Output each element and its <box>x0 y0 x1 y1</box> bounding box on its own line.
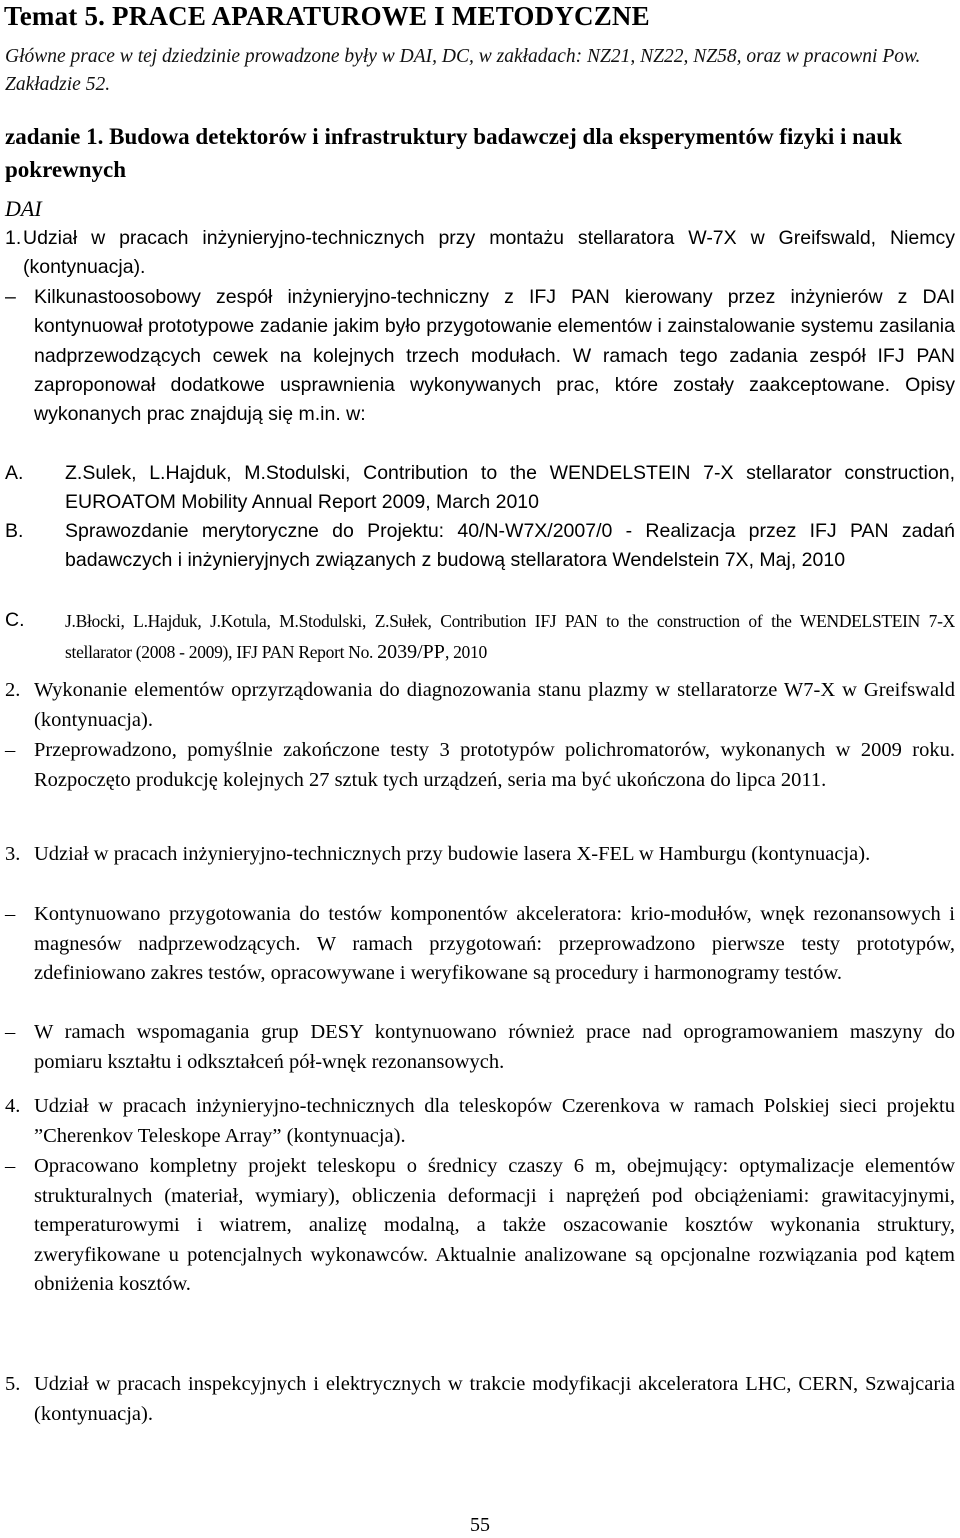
bullet-dash: – <box>5 739 16 761</box>
reference-label: B. <box>5 520 24 542</box>
bullet-text: Przeprowadzono, pomyślnie zakończone testy 3 prototypów polichromatorów, wykonanych w 2009 roku. Rozpoczęto produkcję kolejnych 27 sztuk tych urządzeń, seria ma być ukończona do lipca 2011. <box>34 739 955 791</box>
item-number: 4. <box>5 1095 21 1117</box>
item-number: 2. <box>5 679 21 701</box>
item-number: 1. <box>5 227 22 249</box>
reference-label: A. <box>5 462 24 484</box>
reference-text: Sprawozdanie merytoryczne do Projektu: 40/N-W7X/2007/0 - Realizacja przez IFJ PAN zadań badawczych i inżynieryjnych związanych z budową stellaratora Wendelstein 7X, Maj, 2010 <box>65 520 955 572</box>
bullet-text: Kilkunastoosobowy zespół inżynieryjno-techniczny z IFJ PAN kierowany przez inżynierów z DAI kontynuował prototypowe zadanie jakim było przygotowanie elementów i zainstalowanie systemu zasilania nadprzewodzących cewek na kolejnych trzech modułach. W ramach tego zadania zespół IFJ PAN zaproponował dodatkowe usprawnienia wykonywanych prac, które zostały zaakceptowane. Opisy wykonanych prac znajdują się m.in. w: <box>34 286 955 426</box>
item-number: 5. <box>5 1373 21 1395</box>
bullet-dash: – <box>5 1155 16 1177</box>
item-heading: Wykonanie elementów oprzyrządowania do diagnozowania stanu plazmy w stellaratorze W7-X w Greifswald (kontynuacja). <box>34 679 955 731</box>
bullet-dash: – <box>5 1021 16 1043</box>
bullet-text: W ramach wspomagania grup DESY kontynuowano również prace nad oprogramowaniem maszyny do pomiaru kształtu i odkształceń pół-wnęk rezonansowych. <box>34 1021 955 1073</box>
item-heading: Udział w pracach inżynieryjno-technicznych przy budowie lasera X-FEL w Hamburgu (kontynuacja). <box>34 843 871 865</box>
department-label: DAI <box>5 196 42 221</box>
page-number: 55 <box>470 1514 490 1536</box>
bullet-dash: – <box>5 286 16 308</box>
intro-subtitle: Główne prace w tej dziedzinie prowadzone były w DAI, DC, w zakładach: NZ21, NZ22, NZ58, oraz w pracowni Pow. Zakładzie 52. <box>5 46 921 95</box>
page-title: Temat 5. PRACE APARATUROWE I METODYCZNE <box>4 1 650 31</box>
reference-text: Z.Sulek, L.Hajduk, M.Stodulski, Contribution to the WENDELSTEIN 7-X stellarator construction, EUROATOM Mobility Annual Report 2009, March 2010 <box>65 462 955 514</box>
bullet-dash: – <box>5 903 16 925</box>
item-heading: Udział w pracach inżynieryjno-technicznych dla teleskopów Czerenkova w ramach Polskiej sieci projektu ”Cherenkov Teleskope Array” (kontynuacja). <box>34 1095 955 1147</box>
task-heading: zadanie 1. Budowa detektorów i infrastruktury badawczej dla eksperymentów fizyki i nauk pokrewnych <box>5 124 903 182</box>
item-heading: Udział w pracach inspekcyjnych i elektrycznych w trakcie modyfikacji akceleratora LHC, CERN, Szwajcaria (kontynuacja). <box>34 1373 955 1425</box>
item-number: 3. <box>5 843 21 865</box>
reference-label: C. <box>5 609 25 631</box>
bullet-text: Kontynuowano przygotowania do testów komponentów akceleratora: krio-modułów, wnęk rezonansowych i magnesów nadprzewodzących. W ramach przygotowań: przeprowadzono pierwsze testy prototypów, zdefiniowano zakres testów, opracowywane i weryfikowane są procedury i harmonogramy testów. <box>34 903 955 984</box>
bullet-text: Opracowano kompletny projekt teleskopu o średnicy czaszy 6 m, obejmujący: optymalizacje elementów strukturalnych (materiał, wymiary), obliczenia deformacji i naprężeń pod obciążeniami: grawitacyjnymi, temperaturowymi i wiatrem, analizę modalną, a także oszacowanie kosztów wykonania struktury, zweryfikowane u potencjalnych wykonawców. Aktualnie analizowane są opcjonalne rozwiązania pod kątem obniżenia kosztów. <box>34 1155 955 1295</box>
item-heading: Udział w pracach inżynieryjno-technicznych przy montażu stellaratora W-7X w Greifswald, Niemcy (kontynuacja). <box>23 227 955 279</box>
reference-text: J.Błocki, L.Hajduk, J.Kotula, M.Stodulski, Z.Sułek, Contribution IFJ PAN to the construction of the WENDELSTEIN 7-X stellarator (2008 - 2009), IFJ PAN Report No. 2039/PP, 2010 <box>65 611 955 663</box>
